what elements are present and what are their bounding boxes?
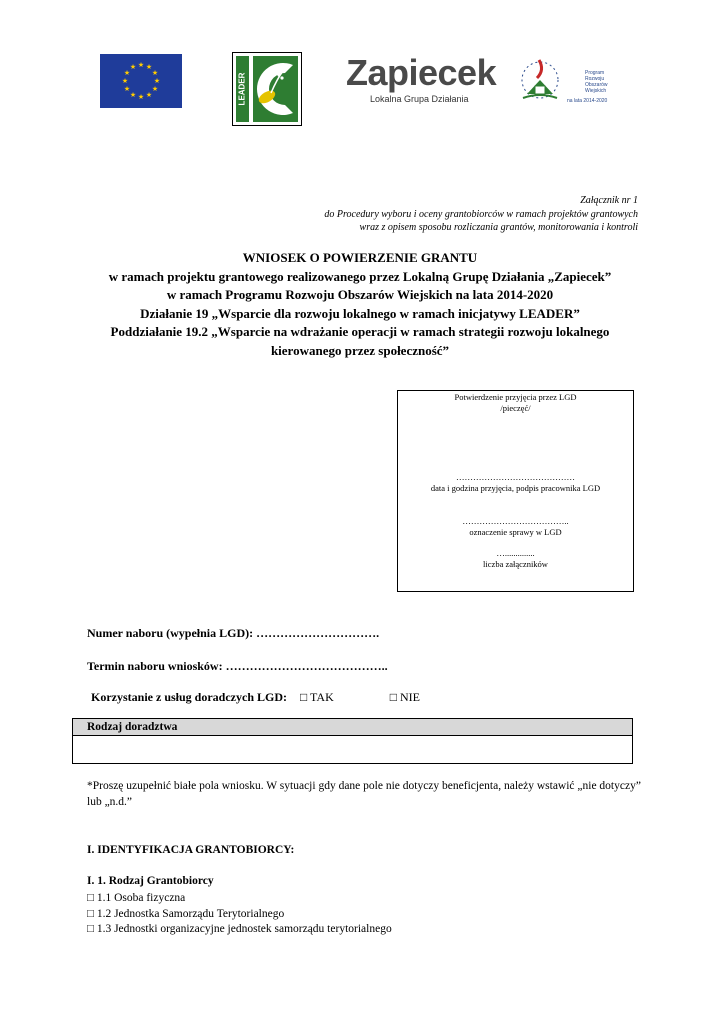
- document-title: [60, 249, 660, 360]
- leader-wordmark: LEADER: [237, 72, 247, 106]
- advisory-type-input[interactable]: [73, 736, 632, 764]
- attachments-count-label: liczba załączników: [483, 559, 548, 569]
- stamp-label: /pieczęć/: [500, 403, 531, 413]
- confirmation-header: [398, 392, 633, 414]
- leader-emblem-icon: [233, 53, 301, 125]
- svg-text:★: ★: [123, 69, 131, 77]
- advisory-type-header: Rodzaj doradztwa: [73, 719, 632, 736]
- prow-line: Program: [585, 70, 605, 76]
- receipt-confirmation-box: [397, 390, 634, 592]
- confirmation-label: Potwierdzenie przyjęcia przez LGD: [454, 392, 577, 402]
- call-number-field[interactable]: Numer naboru (wypełnia LGD): ………………………….: [87, 626, 380, 640]
- prow-logo: [515, 50, 627, 108]
- section-heading: I. IDENTYFIKACJA GRANTOBIORCY:: [87, 844, 295, 856]
- dotted-line: ……………………………………: [456, 472, 575, 482]
- title-line: WNIOSEK O POWIERZENIE GRANTU: [242, 250, 478, 265]
- advisory-usage-label: Korzystanie z usług doradczych LGD:: [91, 690, 287, 704]
- svg-text:★: ★: [137, 93, 145, 101]
- date-signature-label: data i godzina przyjęcia, podpis pracownika LGD: [430, 483, 601, 493]
- annex-note: [324, 194, 638, 235]
- prow-line: Wiejskich: [585, 88, 607, 94]
- leader-logo: [232, 52, 302, 126]
- svg-text:★: ★: [121, 77, 129, 85]
- advisory-usage-row: [91, 690, 420, 705]
- svg-text:★: ★: [153, 77, 161, 85]
- option-yes-checkbox[interactable]: □ TAK: [300, 690, 334, 704]
- subsection-heading: I. 1. Rodzaj Grantobiorcy: [87, 875, 214, 887]
- annex-line: wraz z opisem sposobu rozliczania grantów, monitorowania i kontroli: [359, 222, 638, 233]
- prow-emblem-icon: [515, 50, 565, 108]
- fill-instructions-note: *Proszę uzupełnić białe pola wniosku. W sytuacji gdy dane pole nie dotyczy beneficjenta, należy wstawić „nie dotyczy” lub „n.d.”: [87, 780, 641, 808]
- title-line: Działanie 19 „Wsparcie dla rozwoju lokalnego w ramach inicjatywy LEADER”: [140, 305, 580, 321]
- dotted-line: …..............: [496, 548, 535, 558]
- date-signature-field[interactable]: [398, 472, 633, 494]
- svg-text:★: ★: [137, 61, 145, 69]
- svg-text:★: ★: [129, 91, 137, 99]
- annex-number: Załącznik nr 1: [580, 195, 638, 206]
- case-number-label: oznaczenie sprawy w LGD: [469, 527, 562, 537]
- grantee-option-checkbox[interactable]: □ 1.3 Jednostki organizacyjne jednostek samorządu terytorialnego: [87, 923, 392, 935]
- svg-text:★: ★: [123, 85, 131, 93]
- title-line: w ramach projektu grantowego realizowanego przez Lokalną Grupę Działania „Zapiecek”: [108, 268, 612, 284]
- svg-text:★: ★: [145, 63, 153, 71]
- svg-text:★: ★: [129, 63, 137, 71]
- option-no-checkbox[interactable]: □ NIE: [389, 690, 420, 704]
- svg-text:★: ★: [151, 69, 159, 77]
- zapiecek-logo: [338, 52, 497, 110]
- grantee-option-checkbox[interactable]: □ 1.1 Osoba fizyczna: [87, 892, 186, 904]
- prow-line: Obszarów: [585, 82, 608, 88]
- grantee-type-options: [87, 891, 392, 938]
- title-line: w ramach Programu Rozwoju Obszarów Wiejskich na lata 2014-2020: [166, 287, 554, 302]
- prow-name: [585, 70, 608, 94]
- zapiecek-subtitle: Lokalna Grupa Działania: [370, 94, 469, 104]
- annex-line: do Procedury wyboru i oceny grantobiorców w ramach projektów grantowych: [324, 208, 638, 220]
- prow-line: Rozwoju: [585, 76, 605, 82]
- eu-flag-icon: [100, 54, 182, 108]
- title-line: Poddziałanie 19.2 „Wsparcie na wdrażanie operacji w ramach strategii rozwoju lokalnego: [110, 324, 610, 339]
- svg-text:★: ★: [151, 85, 159, 93]
- call-deadline-field[interactable]: Termin naboru wniosków: …………………………………..: [87, 659, 388, 673]
- svg-text:★: ★: [145, 91, 153, 99]
- advisory-type-table: [72, 718, 633, 764]
- attachments-count-field[interactable]: [398, 548, 633, 570]
- grantee-option-checkbox[interactable]: □ 1.2 Jednostka Samorządu Terytorialnego: [87, 907, 285, 920]
- prow-years: na lata 2014-2020: [567, 98, 608, 104]
- dotted-line: ………………………………..: [462, 516, 569, 526]
- case-number-field[interactable]: [398, 516, 633, 538]
- zapiecek-wordmark: Zapiecek: [346, 52, 497, 93]
- title-line: kierowanego przez społeczność”: [270, 342, 450, 358]
